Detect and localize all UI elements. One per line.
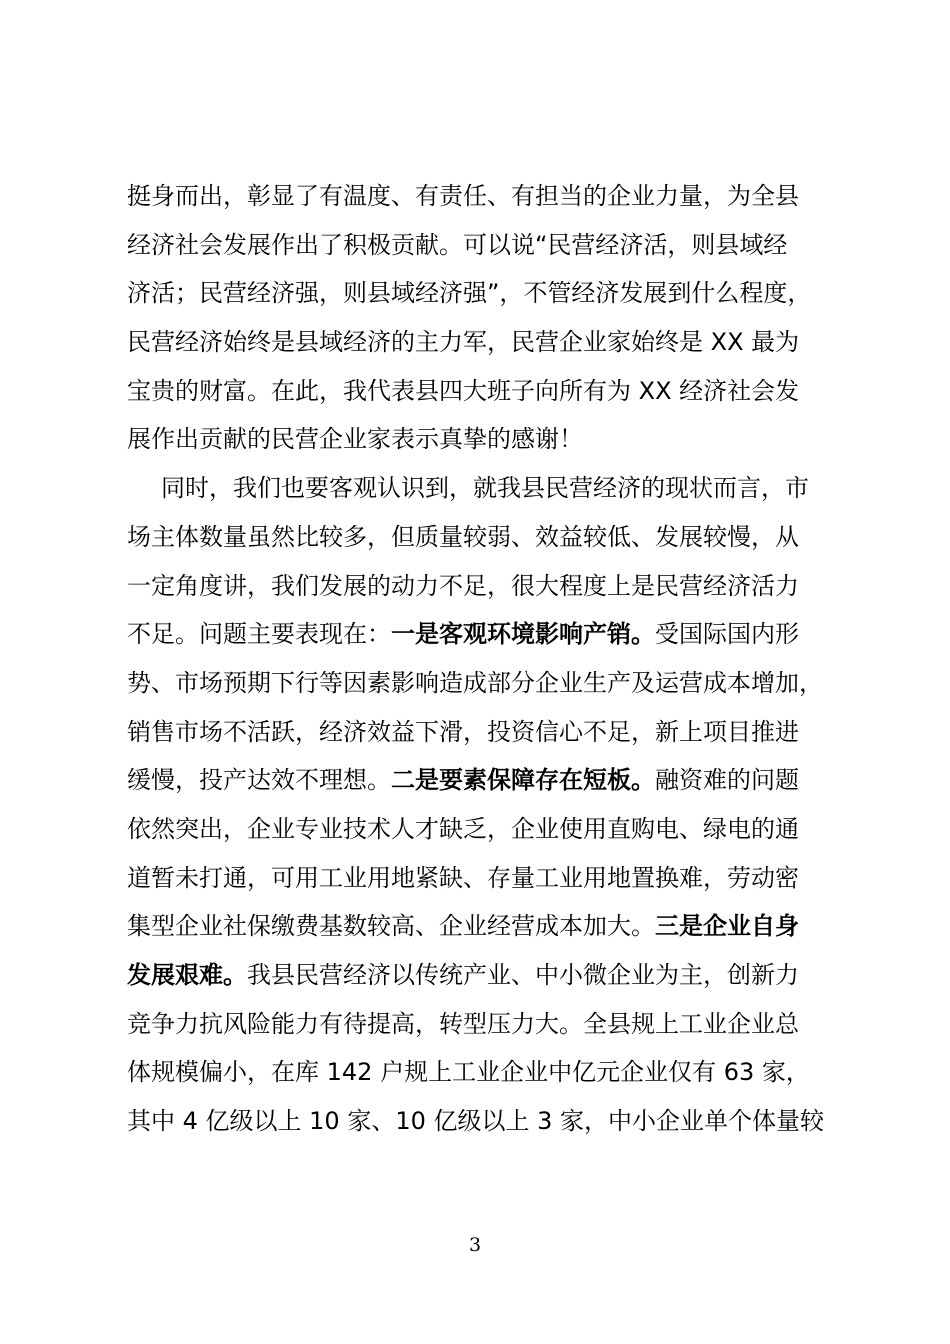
point-heading-one: 一是客观环境影响产销。 — [391, 620, 655, 649]
text-line: 体规模偏小，在库 142 户规上工业企业中亿元企业仅有 63 家， — [127, 1058, 810, 1087]
text-line-with-heading — [127, 610, 867, 659]
line-text: 缓慢，投产达效不理想。 — [127, 766, 391, 795]
line-text: 集型企业社保缴费基数较高、企业经营成本加大。 — [127, 912, 655, 941]
text-line: 民营经济始终是县域经济的主力军，民营企业家始终是 XX 最为 — [127, 328, 800, 357]
text-line: 销售市场不活跃，经济效益下滑，投资信心不足，新上项目推进 — [127, 717, 799, 746]
point-heading-three-start: 三是企业自身 — [655, 912, 799, 941]
point-heading-two: 二是要素保障存在短板。 — [391, 766, 655, 795]
text-line: 济活；民营经济强，则县域经济强”，不管经济发展到什么程度， — [127, 279, 812, 308]
text-line: 竞争力抗风险能力有待提高，转型压力大。全县规上工业企业总 — [127, 1009, 799, 1038]
text-line-with-heading — [127, 756, 867, 805]
text-line: 其中 4 亿级以上 10 家、10 亿级以上 3 家，中小企业单个体量较 — [127, 1107, 825, 1136]
text-line: 展作出贡献的民营企业家表示真挚的感谢！ — [127, 425, 583, 454]
point-heading-three-end: 发展艰难。 — [127, 961, 247, 989]
page-number: 3 — [468, 1234, 482, 1256]
text-line: 道暂未打通，可用工业用地紧缺、存量工业用地置换难，劳动密 — [127, 863, 799, 892]
text-line: 挺身而出，彰显了有温度、有责任、有担当的企业力量，为全县 — [127, 182, 799, 210]
text-line-with-heading — [127, 902, 867, 951]
text-line: 经济社会发展作出了积极贡献。可以说“民营经济活，则县域经 — [127, 230, 788, 259]
text-line: 场主体数量虽然比较多，但质量较弱、效益较低、发展较慢，从 — [127, 522, 799, 551]
line-text: 融资难的问题 — [655, 766, 799, 795]
line-text: 我县民营经济以传统产业、中小微企业为主，创新力 — [247, 961, 799, 989]
text-line: 宝贵的财富。在此，我代表县四大班子向所有为 XX 经济社会发 — [127, 376, 800, 405]
text-line-with-heading — [127, 951, 867, 1000]
text-line: 依然突出，企业专业技术人才缺乏，企业使用直购电、绿电的通 — [127, 814, 799, 843]
line-text: 不足。问题主要表现在： — [127, 620, 391, 649]
paragraph-start-line: 同时，我们也要客观认识到，就我县民营经济的现状而言，市 — [161, 474, 809, 503]
body-text — [127, 172, 867, 1146]
text-line: 势、市场预期下行等因素影响造成部分企业生产及运营成本增加， — [127, 668, 823, 697]
text-line: 一定角度讲，我们发展的动力不足，很大程度上是民营经济活力 — [127, 571, 799, 600]
line-text: 受国际国内形 — [655, 620, 799, 649]
